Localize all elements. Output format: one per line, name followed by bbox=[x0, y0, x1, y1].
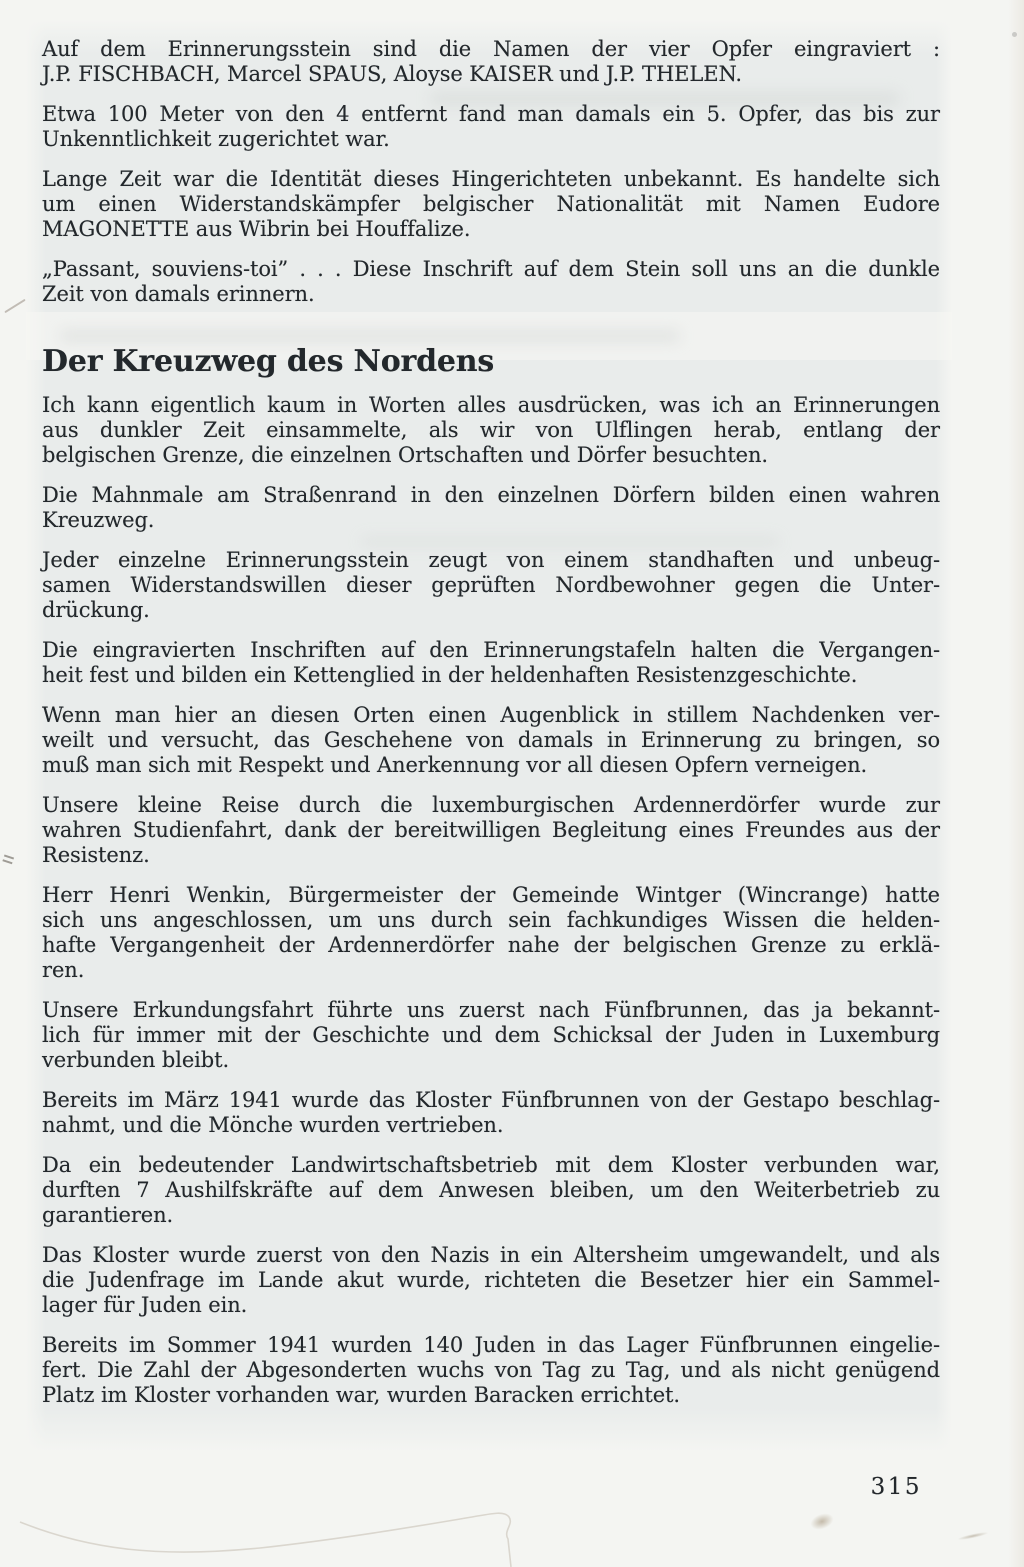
text-line: muß man sich mit Respekt und Anerkennung vor all diesen Opfern verneigen. bbox=[42, 753, 868, 777]
text-column bbox=[42, 37, 940, 1423]
pencil-scribble-artifact bbox=[0, 1490, 560, 1567]
text-line: Resistenz. bbox=[42, 843, 150, 867]
text-line: wahren Studienfahrt, dank der bereitwilligen Begleitung eines Freundes aus der bbox=[42, 818, 940, 842]
pencil-tick-artifact bbox=[4, 855, 14, 860]
paragraph bbox=[42, 1333, 940, 1408]
paragraph bbox=[42, 1153, 940, 1228]
text-line: lich für immer mit der Geschichte und dem Schicksal der Juden in Luxemburg bbox=[42, 1023, 940, 1047]
intro-paragraphs bbox=[42, 37, 940, 307]
text-line: Ich kann eigentlich kaum in Worten alles ausdrücken, was ich an Erinnerungen bbox=[42, 393, 940, 417]
text-line: verbunden bleibt. bbox=[42, 1048, 230, 1072]
text-line: die Judenfrage im Lande akut wurde, richteten die Besetzer hier ein Sammel- bbox=[42, 1268, 940, 1292]
paragraph bbox=[42, 257, 940, 307]
text-line: heit fest und bilden ein Kettenglied in der heldenhaften Resistenzgeschichte. bbox=[42, 663, 858, 687]
text-line: Unsere Erkundungsfahrt führte uns zuerst nach Fünfbrunnen, das ja bekannt- bbox=[42, 998, 940, 1022]
text-line: belgischen Grenze, die einzelnen Ortschaften und Dörfer besuchten. bbox=[42, 443, 768, 467]
text-line: Bereits im Sommer 1941 wurden 140 Juden in das Lager Fünfbrunnen eingelie- bbox=[42, 1333, 940, 1357]
text-line: Herr Henri Wenkin, Bürgermeister der Gemeinde Wintger (Wincrange) hatte bbox=[42, 883, 940, 907]
text-line: Unsere kleine Reise durch die luxemburgischen Ardennerdörfer wurde zur bbox=[42, 793, 940, 817]
paragraph bbox=[42, 37, 940, 87]
smudge-artifact bbox=[958, 1531, 988, 1541]
text-line: garantieren. bbox=[42, 1203, 174, 1227]
scan-right-edge-shadow bbox=[1008, 0, 1024, 1567]
paragraph bbox=[42, 548, 940, 623]
text-line: hafte Vergangenheit der Ardennerdörfer nahe der belgischen Grenze zu erklä- bbox=[42, 933, 940, 957]
text-line: Wenn man hier an diesen Orten einen Augenblick in stillem Nachdenken ver- bbox=[42, 703, 940, 727]
text-line: fert. Die Zahl der Abgesonderten wuchs von Tag zu Tag, und als nicht genügend bbox=[42, 1358, 940, 1382]
text-line: nahmt, und die Mönche wurden vertrieben. bbox=[42, 1113, 504, 1137]
paragraph bbox=[42, 1088, 940, 1138]
text-line: Da ein bedeutender Landwirtschaftsbetrieb mit dem Kloster verbunden war, bbox=[42, 1153, 940, 1177]
paragraph bbox=[42, 483, 940, 533]
text-line: Jeder einzelne Erinnerungsstein zeugt von einem standhaften und unbeug- bbox=[42, 548, 940, 572]
smudge-artifact bbox=[808, 1510, 836, 1532]
paragraph bbox=[42, 883, 940, 983]
text-line: Das Kloster wurde zuerst von den Nazis in ein Altersheim umgewandelt, und als bbox=[42, 1243, 940, 1267]
text-line: weilt und versucht, das Geschehene von damals in Erinnerung zu bringen, so bbox=[42, 728, 940, 752]
text-line: Die Mahnmale am Straßenrand in den einzelnen Dörfern bilden einen wahren bbox=[42, 483, 940, 507]
paragraph bbox=[42, 167, 940, 242]
text-line: Etwa 100 Meter von den 4 entfernt fand man damals ein 5. Opfer, das bis zur bbox=[42, 102, 940, 126]
text-line: durften 7 Aushilfskräfte auf dem Anwesen bleiben, um den Weiterbetrieb zu bbox=[42, 1178, 940, 1202]
text-line: Zeit von damals erinnern. bbox=[42, 282, 315, 306]
text-line: samen Widerstandswillen dieser geprüften Nordbewohner gegen die Unter- bbox=[42, 573, 940, 597]
paragraph bbox=[42, 393, 940, 468]
text-line: Platz im Kloster vorhanden war, wurden Baracken errichtet. bbox=[42, 1383, 680, 1407]
text-line: Kreuzweg. bbox=[42, 508, 155, 532]
text-line: sich uns angeschlossen, um uns durch sein fachkundiges Wissen die helden- bbox=[42, 908, 940, 932]
paragraph bbox=[42, 1243, 940, 1318]
text-line: Bereits im März 1941 wurde das Kloster Fünfbrunnen von der Gestapo beschlag- bbox=[42, 1088, 940, 1112]
section-heading: Der Kreuzweg des Nordens bbox=[42, 344, 495, 379]
text-line: um einen Widerstandskämpfer belgischer Nationalität mit Namen Eudore bbox=[42, 192, 940, 216]
page-number: 315 bbox=[870, 1474, 922, 1500]
paragraph bbox=[42, 793, 940, 868]
paragraph bbox=[42, 998, 940, 1073]
speck-artifact bbox=[1012, 32, 1017, 37]
text-line: Auf dem Erinnerungsstein sind die Namen der vier Opfer eingraviert : bbox=[42, 37, 940, 61]
text-line: Unkenntlichkeit zugerichtet war. bbox=[42, 127, 390, 151]
text-line: drückung. bbox=[42, 598, 150, 622]
section-paragraphs bbox=[42, 393, 940, 1408]
text-line: „Passant, souviens-toi” . . . Diese Inschrift auf dem Stein soll uns an die dunkle bbox=[42, 257, 940, 281]
text-line: ren. bbox=[42, 958, 85, 982]
text-line: aus dunkler Zeit einsammelte, als wir von Ulflingen herab, entlang der bbox=[42, 418, 940, 442]
text-line: MAGONETTE aus Wibrin bei Houffalize. bbox=[42, 217, 471, 241]
text-line: lager für Juden ein. bbox=[42, 1293, 248, 1317]
pencil-slash-artifact bbox=[4, 299, 25, 313]
text-line: J.P. FISCHBACH, Marcel SPAUS, Aloyse KAISER und J.P. THELEN. bbox=[42, 62, 742, 86]
text-line: Die eingravierten Inschriften auf den Erinnerungstafeln halten die Vergangen- bbox=[42, 638, 940, 662]
paragraph bbox=[42, 638, 940, 688]
paragraph bbox=[42, 102, 940, 152]
paragraph bbox=[42, 703, 940, 778]
text-line: Lange Zeit war die Identität dieses Hingerichteten unbekannt. Es handelte sich bbox=[42, 167, 940, 191]
